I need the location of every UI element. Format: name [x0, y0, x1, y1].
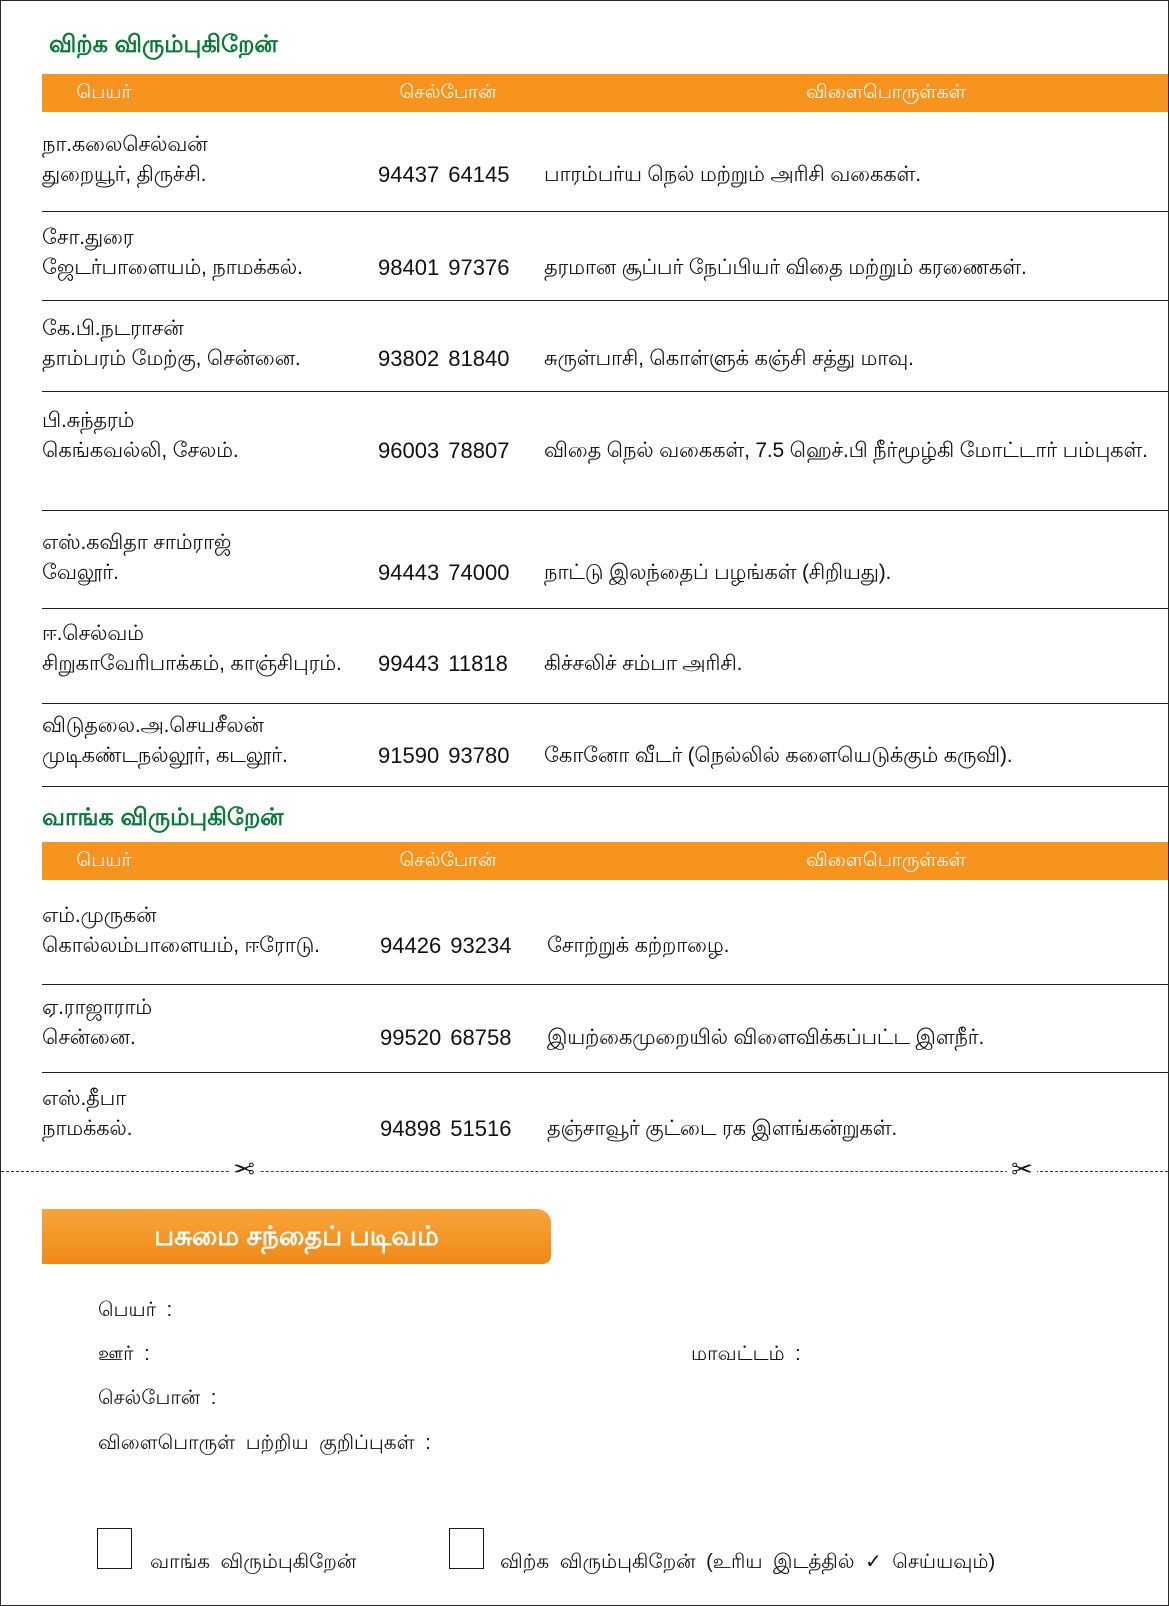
table-row	[42, 112, 1168, 212]
sell-section-heading: விற்க விரும்புகிறேன்	[49, 31, 278, 58]
form-title-banner: பசுமை சந்தைப் படிவம்	[42, 1209, 551, 1264]
seller-name: விடுதலை.அ.செயசீலன்	[42, 714, 264, 737]
seller-place: வேலூர்.	[42, 561, 119, 584]
column-header-name: பெயர்	[76, 850, 132, 871]
buyer-place: நாமக்கல்.	[42, 1117, 133, 1140]
name-cell	[42, 993, 152, 1053]
buy-table	[42, 842, 1168, 1158]
dashed-cut-line	[1, 1171, 1168, 1172]
buyer-phone: 99520 68758	[380, 1025, 512, 1050]
table-row	[42, 985, 1168, 1073]
form-label-name: பெயர் :	[98, 1299, 173, 1321]
seller-name: ஈ.செல்வம்	[42, 622, 144, 645]
seller-products: விதை நெல் வகைகள், 7.5 ஹெச்.பி நீர்மூழ்கி மோட்டார் பம்புகள்.	[544, 439, 1148, 462]
seller-name: சோ.துரை	[42, 226, 134, 249]
column-header-cellphone: செல்போன்	[399, 850, 497, 871]
buyer-phone: 94426 93234	[380, 933, 512, 958]
buyer-name: எம்.முருகன்	[42, 904, 157, 927]
column-header-name: பெயர்	[76, 82, 132, 103]
seller-phone: 99443 11818	[378, 651, 508, 676]
form-label-district: மாவட்டம் :	[691, 1343, 801, 1365]
table-row	[42, 392, 1168, 511]
buy-checkbox[interactable]	[97, 1528, 132, 1569]
sell-table-header	[42, 74, 1168, 112]
buyer-products: சோற்றுக் கற்றாழை.	[547, 934, 730, 957]
buy-option-label: வாங்க விரும்புகிறேன்	[150, 1551, 357, 1573]
seller-products: கோனோ வீடர் (நெல்லில் களையெடுக்கும் கருவி).	[544, 744, 1013, 767]
buyer-place: சென்னை.	[42, 1026, 136, 1049]
form-label-town: ஊர் :	[98, 1343, 150, 1365]
table-row	[42, 704, 1168, 787]
name-cell	[42, 528, 231, 588]
buy-table-header	[42, 842, 1168, 880]
seller-phone: 91590 93780	[378, 743, 510, 768]
seller-place: கெங்கவல்லி, சேலம்.	[42, 439, 239, 462]
table-row	[42, 212, 1168, 301]
buyer-name: ஏ.ராஜாராம்	[42, 996, 153, 1019]
table-row	[42, 511, 1168, 609]
name-cell	[42, 901, 320, 961]
table-row	[42, 880, 1168, 985]
seller-phone: 98401 97376	[378, 255, 510, 280]
seller-phone: 93802 81840	[378, 346, 510, 371]
seller-place: துறையூர், திருச்சி.	[42, 163, 207, 186]
name-cell	[42, 130, 207, 190]
buyer-name: எஸ்.தீபா	[42, 1087, 127, 1110]
name-cell	[42, 619, 342, 679]
buyer-place: கொல்லம்பாளையம், ஈரோடு.	[42, 934, 320, 957]
seller-phone: 94437 64145	[378, 162, 510, 187]
seller-place: சிறுகாவேரிபாக்கம், காஞ்சிபுரம்.	[42, 652, 342, 675]
seller-products: பாரம்பர்ய நெல் மற்றும் அரிசி வகைகள்.	[544, 163, 921, 186]
scissors-icon: ✂	[229, 1155, 259, 1185]
seller-products: நாட்டு இலந்தைப் பழங்கள் (சிறியது).	[544, 561, 892, 584]
name-cell	[42, 223, 303, 283]
seller-name: கே.பி.நடராசன்	[42, 317, 184, 340]
table-row	[42, 1073, 1168, 1158]
seller-phone: 94443 74000	[378, 560, 510, 585]
buyer-products: தஞ்சாவூர் குட்டை ரக இளங்கன்றுகள்.	[547, 1117, 898, 1140]
seller-place: தாம்பரம் மேற்கு, சென்னை.	[42, 347, 301, 370]
name-cell	[42, 406, 239, 466]
sell-table	[42, 74, 1168, 787]
column-header-cellphone: செல்போன்	[399, 82, 497, 103]
form-label-cellphone: செல்போன் :	[98, 1387, 217, 1409]
name-cell	[42, 1084, 132, 1144]
seller-products: கிச்சலிச் சம்பா அரிசி.	[544, 652, 743, 675]
table-row	[42, 301, 1168, 392]
seller-place: ஜேடர்பாளையம், நாமக்கல்.	[42, 256, 303, 279]
seller-products: தரமான சூப்பர் நேப்பியர் விதை மற்றும் கரணைகள்.	[544, 256, 1027, 279]
table-row	[42, 609, 1168, 704]
seller-place: முடிகண்டநல்லூர், கடலூர்.	[42, 744, 288, 767]
buy-section-heading: வாங்க விரும்புகிறேன்	[42, 804, 284, 831]
form-label-product-notes: விளைபொருள் பற்றிய குறிப்புகள் :	[98, 1432, 431, 1454]
seller-products: சுருள்பாசி, கொள்ளுக் கஞ்சி சத்து மாவு.	[544, 347, 914, 370]
name-cell	[42, 314, 300, 374]
seller-name: எஸ்.கவிதா சாம்ராஜ்	[42, 531, 232, 554]
buyer-products: இயற்கைமுறையில் விளைவிக்கப்பட்ட இளநீர்.	[547, 1026, 985, 1049]
seller-phone: 96003 78807	[378, 438, 510, 463]
sell-option-label: விற்க விரும்புகிறேன் (உரிய இடத்தில் ✓ செய்யவும்)	[500, 1551, 996, 1573]
seller-name: நா.கலைசெல்வன்	[42, 133, 208, 156]
seller-name: பி.சுந்தரம்	[42, 409, 135, 432]
column-header-products: விளைபொருள்கள்	[806, 850, 966, 871]
column-header-products: விளைபொருள்கள்	[806, 82, 966, 103]
scissors-icon: ✂	[1007, 1155, 1037, 1185]
sell-checkbox[interactable]	[449, 1528, 484, 1569]
name-cell	[42, 711, 288, 771]
buyer-phone: 94898 51516	[380, 1116, 512, 1141]
